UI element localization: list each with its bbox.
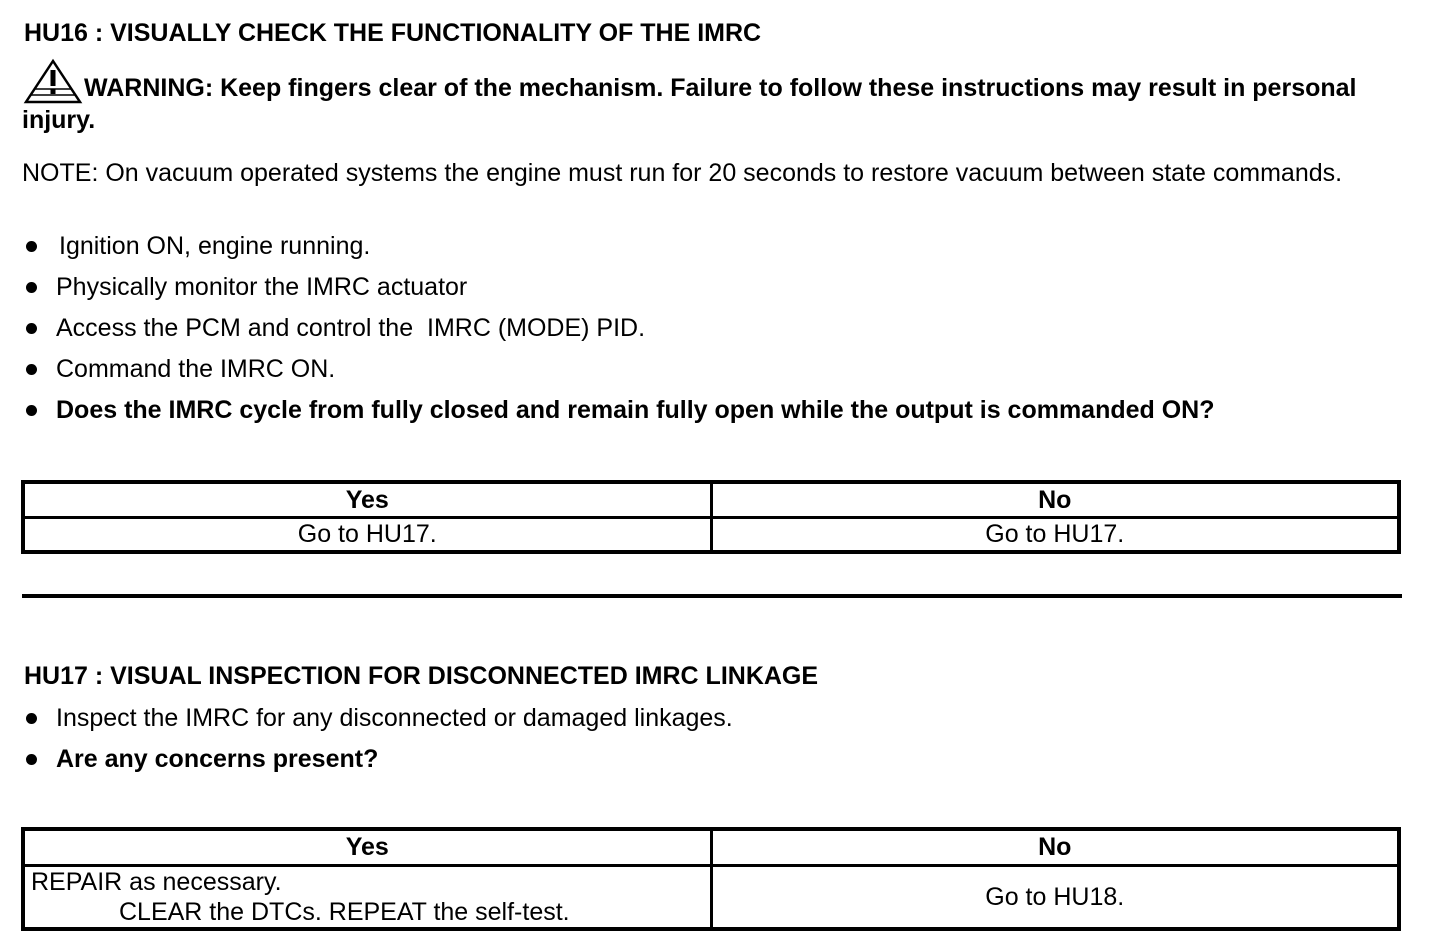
hu16-no-header: No bbox=[711, 482, 1399, 517]
hu16-step-4 bbox=[22, 354, 335, 384]
hu16-title: HU16 : VISUALLY CHECK THE FUNCTIONALITY OF THE IMRC bbox=[24, 19, 762, 47]
hu17-decision-table bbox=[21, 827, 1401, 931]
hu16-no-action: Go to HU17. bbox=[711, 517, 1399, 552]
hu16-warning bbox=[22, 58, 1407, 136]
bullet-icon bbox=[26, 282, 37, 293]
hu17-yes-header: Yes bbox=[23, 829, 711, 865]
hu16-question bbox=[22, 395, 1215, 425]
hu17-yes-action bbox=[23, 865, 711, 929]
hu17-step-1 bbox=[22, 703, 733, 733]
hu16-step-text: Access the PCM and control the IMRC (MODE) PID. bbox=[56, 314, 646, 342]
bullet-icon bbox=[26, 364, 37, 375]
hu16-warning-text: WARNING: Keep fingers clear of the mechanism. Failure to follow these instructions may result in personal injury. bbox=[22, 74, 1357, 134]
hu17-step-text: Inspect the IMRC for any disconnected or damaged linkages. bbox=[56, 704, 733, 732]
bullet-icon bbox=[26, 405, 37, 416]
hu16-question-text: Does the IMRC cycle from fully closed and remain fully open while the output is commanded ON? bbox=[56, 396, 1215, 424]
hu16-yes-header: Yes bbox=[23, 482, 711, 517]
hu17-no-header: No bbox=[711, 829, 1399, 865]
hu17-yes-action-line1: REPAIR as necessary. bbox=[31, 867, 282, 896]
hu16-yes-action: Go to HU17. bbox=[23, 517, 711, 552]
hu16-step-text: Command the IMRC ON. bbox=[56, 355, 336, 383]
warning-triangle-icon bbox=[22, 58, 84, 104]
bullet-icon bbox=[26, 754, 37, 765]
hu16-step-1 bbox=[22, 231, 370, 261]
bullet-icon bbox=[26, 713, 37, 724]
hu17-question-text: Are any concerns present? bbox=[56, 745, 379, 773]
hu16-decision-table bbox=[21, 480, 1401, 554]
bullet-icon bbox=[26, 323, 37, 334]
hu17-title: HU17 : VISUAL INSPECTION FOR DISCONNECTED IMRC LINKAGE bbox=[24, 662, 819, 690]
hu16-step-text: Physically monitor the IMRC actuator bbox=[56, 273, 468, 301]
hu16-note: NOTE: On vacuum operated systems the engine must run for 20 seconds to restore vacuum between state commands. bbox=[22, 159, 1343, 187]
hu17-no-action: Go to HU18. bbox=[711, 865, 1399, 929]
hu17-question bbox=[22, 744, 378, 774]
hu16-step-2 bbox=[22, 272, 467, 302]
bullet-icon bbox=[26, 241, 37, 252]
hu17-yes-action-line2: CLEAR the DTCs. REPEAT the self-test. bbox=[119, 897, 570, 926]
hu16-step-text: Ignition ON, engine running. bbox=[59, 232, 371, 260]
hu16-step-3 bbox=[22, 313, 645, 343]
section-divider bbox=[22, 594, 1402, 598]
